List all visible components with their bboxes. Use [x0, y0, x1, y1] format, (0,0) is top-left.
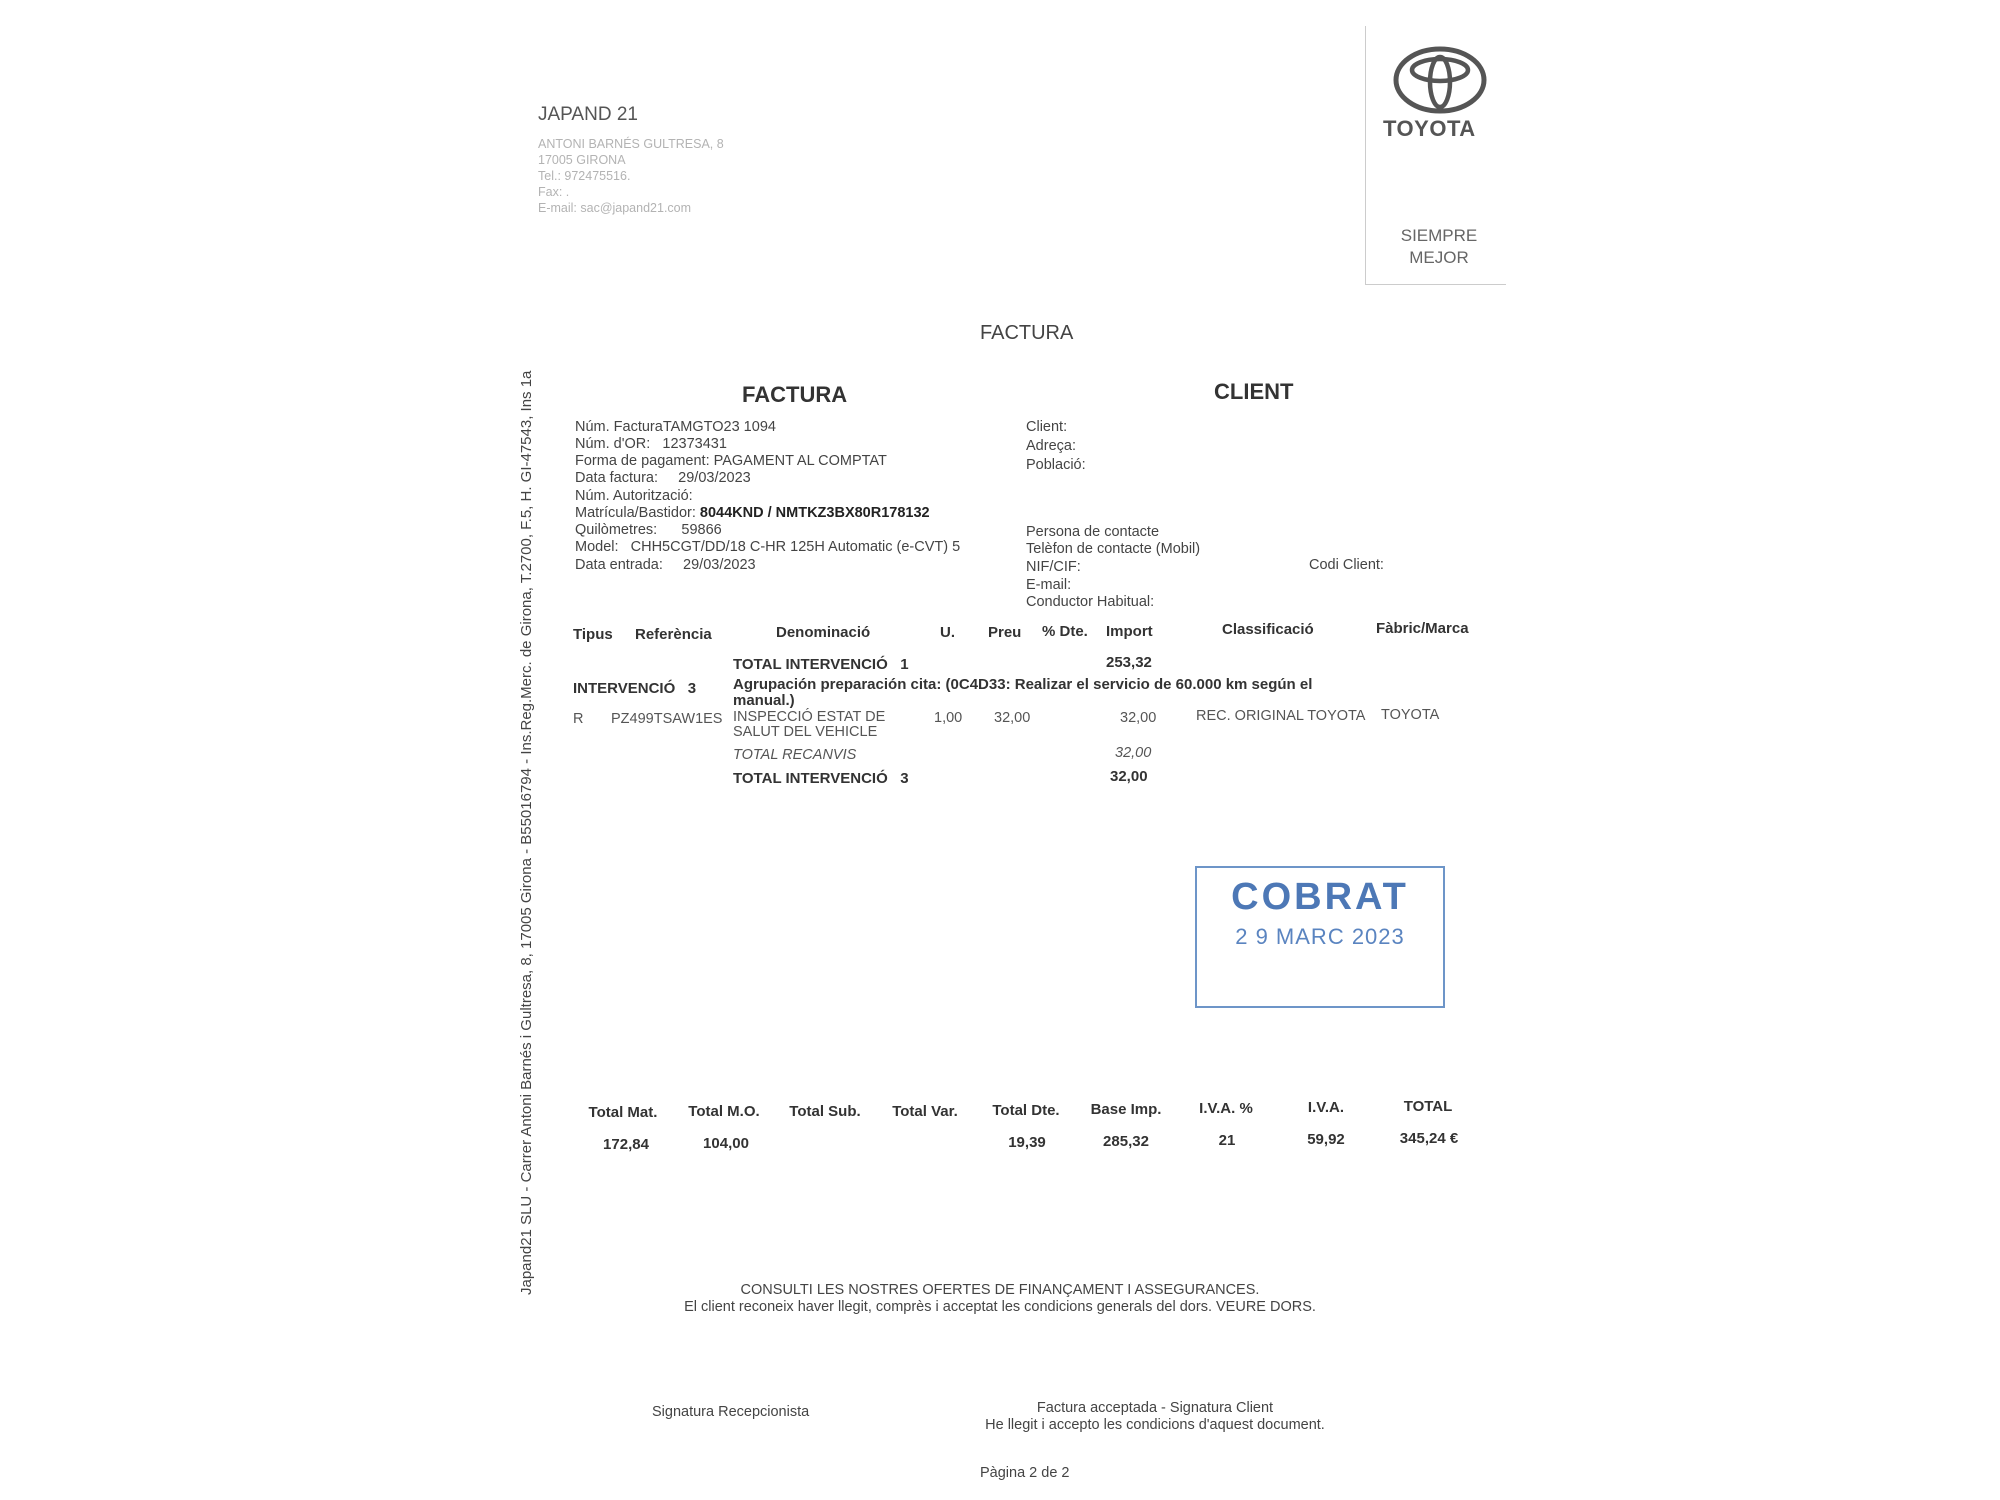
- column-header: U.: [940, 624, 955, 641]
- paid-stamp: [1195, 866, 1445, 1008]
- column-header: Tipus: [573, 626, 613, 643]
- client-field: Conductor Habitual:: [1026, 594, 1155, 610]
- column-header: Fàbric/Marca: [1376, 620, 1469, 637]
- invoice-field: Núm. d'OR: 12373431: [575, 436, 727, 452]
- company-address-line: 17005 GIRONA: [538, 153, 626, 167]
- totals-header: TOTAL: [1403, 1098, 1453, 1115]
- client-heading: CLIENT: [1214, 379, 1294, 404]
- toyota-logo-icon: [1393, 46, 1487, 114]
- column-header: Referència: [635, 626, 712, 643]
- total-intervention-row: TOTAL INTERVENCIÓ 3: [733, 770, 909, 787]
- document-title: FACTURA: [980, 322, 1074, 344]
- terms-notice: El client reconeix haver llegit, comprès i acceptat les condicions generals del dors. VEURE DORS.: [684, 1299, 1316, 1315]
- invoice-field: Matrícula/Bastidor: 8044KND / NMTKZ3BX80R178132: [575, 505, 930, 521]
- stamp-title: COBRAT: [1231, 876, 1409, 918]
- financing-offer: CONSULTI LES NOSTRES OFERTES DE FINANÇAMENT I ASSEGURANCES.: [740, 1282, 1260, 1298]
- item-brand: TOYOTA: [1381, 707, 1440, 723]
- totals-header: Total Mat.: [588, 1104, 658, 1121]
- company-email: E-mail: sac@japand21.com: [538, 201, 692, 215]
- total-intervention-amount: 253,32: [1106, 654, 1152, 671]
- item-classification: REC. ORIGINAL TOYOTA: [1196, 708, 1366, 724]
- column-header: % Dte.: [1042, 623, 1088, 640]
- brand-slogan: MEJOR: [1409, 248, 1469, 267]
- item-reference: PZ499TSAW1ES: [611, 711, 723, 727]
- intervention-description: manual.): [733, 692, 795, 709]
- client-field: Població:: [1026, 457, 1086, 473]
- invoice-field: Núm. Autorització:: [575, 488, 693, 504]
- totals-value: 19,39: [1008, 1134, 1046, 1151]
- stamp-date: 2 9 MARC 2023: [1235, 924, 1405, 949]
- client-field: E-mail:: [1026, 577, 1072, 593]
- totals-value: 104,00: [703, 1135, 749, 1152]
- total-intervention-row: TOTAL INTERVENCIÓ 1: [733, 656, 909, 673]
- total-parts-amount: 32,00: [1115, 745, 1152, 761]
- column-header: Denominació: [776, 624, 871, 641]
- signature-client-note: He llegit i accepto les condicions d'aquest document.: [985, 1417, 1325, 1433]
- item-price: 32,00: [994, 710, 1031, 726]
- company-address-line: ANTONI BARNÉS GULTRESA, 8: [538, 137, 724, 151]
- company-name: JAPAND 21: [538, 104, 638, 125]
- totals-header: Total Var.: [892, 1103, 958, 1120]
- totals-value: 21: [1218, 1132, 1236, 1149]
- totals-value: 59,92: [1307, 1131, 1345, 1148]
- signature-client: Factura acceptada - Signatura Client: [1036, 1400, 1274, 1416]
- company-legal-side-text: Japand21 SLU - Carrer Antoni Barnés i Gultresa, 8, 17005 Girona - B55016794 - Ins.Reg.Merc. de Girona, T.2700, F.5, H. GI-47543, Ins 1a: [518, 370, 535, 1295]
- totals-value: 172,84: [603, 1136, 649, 1153]
- client-field: NIF/CIF:: [1026, 559, 1081, 575]
- totals-header: Total Dte.: [992, 1102, 1060, 1119]
- page-number: Pàgina 2 de 2: [980, 1465, 1070, 1481]
- totals-header: Total M.O.: [688, 1103, 760, 1120]
- totals-header: I.V.A.: [1307, 1099, 1345, 1116]
- totals-header: I.V.A. %: [1199, 1100, 1253, 1117]
- invoice-heading: FACTURA: [742, 382, 848, 407]
- intervention-description: Agrupación preparación cita: (0C4D33: Realizar el servicio de 60.000 km según el: [733, 676, 1313, 693]
- item-denomination: INSPECCIÓ ESTAT DE: [733, 709, 886, 725]
- client-field: Telèfon de contacte (Mobil): [1026, 541, 1201, 557]
- item-denomination: SALUT DEL VEHICLE: [733, 724, 878, 740]
- client-field: Adreça:: [1026, 438, 1076, 454]
- invoice-field: Data factura: 29/03/2023: [575, 470, 751, 486]
- invoice-field: Data entrada: 29/03/2023: [575, 557, 756, 573]
- invoice-field: Forma de pagament: PAGAMENT AL COMPTAT: [575, 453, 887, 469]
- totals-header: Total Sub.: [789, 1103, 861, 1120]
- client-field: Persona de contacte: [1026, 524, 1160, 540]
- column-header: Preu: [988, 624, 1022, 641]
- brand-slogan: SIEMPRE: [1400, 226, 1478, 245]
- company-fax: Fax: .: [538, 185, 570, 199]
- column-header: Classificació: [1222, 621, 1314, 638]
- company-phone: Tel.: 972475516.: [538, 169, 631, 183]
- intervention-label: INTERVENCIÓ 3: [573, 680, 697, 697]
- item-type: R: [573, 711, 584, 727]
- item-amount: 32,00: [1120, 710, 1157, 726]
- invoice-field: Model: CHH5CGT/DD/18 C-HR 125H Automatic (e-CVT) 5: [575, 539, 961, 555]
- total-parts-label: TOTAL RECANVIS: [733, 747, 857, 763]
- totals-header: Base Imp.: [1090, 1101, 1162, 1118]
- item-units: 1,00: [934, 710, 963, 726]
- brand-name: TOYOTA: [1383, 116, 1476, 141]
- totals-value: 285,32: [1103, 1133, 1149, 1150]
- client-code-label: Codi Client:: [1309, 557, 1384, 573]
- total-intervention-amount: 32,00: [1110, 768, 1148, 785]
- signature-reception: Signatura Recepcionista: [652, 1404, 810, 1420]
- invoice-field: Quilòmetres: 59866: [575, 522, 722, 538]
- column-header: Import: [1106, 623, 1153, 640]
- client-field: Client:: [1026, 419, 1068, 435]
- totals-value: 345,24 €: [1399, 1130, 1459, 1147]
- invoice-field: Núm. FacturaTAMGTO23 1094: [575, 419, 776, 435]
